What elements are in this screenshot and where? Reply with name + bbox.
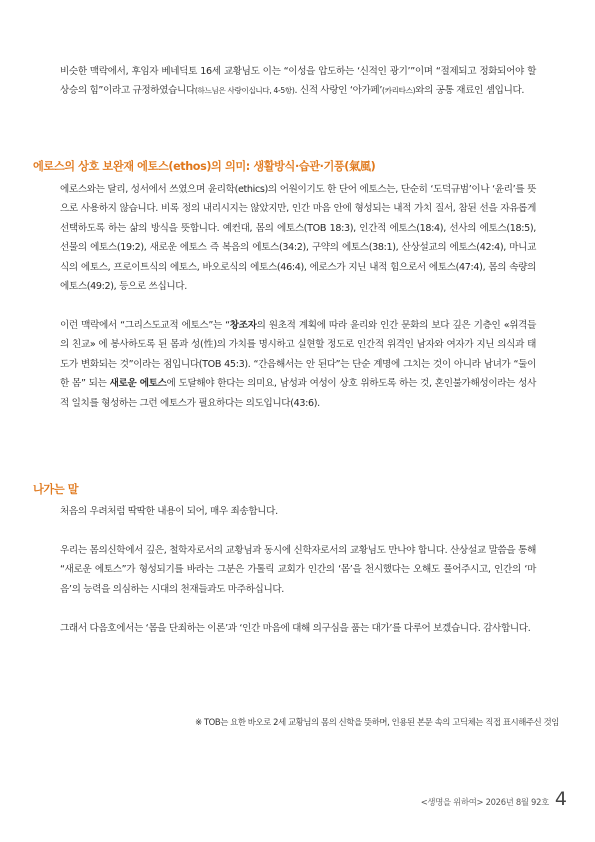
- section-heading-ethos: 에로스의 상호 보완재 에토스(ethos)의 의미: 생활방식·습관·기풍(氣風): [33, 160, 376, 173]
- footnote: ※ TOB는 요한 바오로 2세 교황님의 몸의 신학을 뜻하며, 인용된 본문 속의 고딕체는 직접 표시해주신 것임: [195, 717, 559, 727]
- closing-paragraph-1-text: 처음의 우려처럼 딱딱한 내용이 되어, 매우 죄송합니다.: [60, 506, 278, 517]
- ethos-p2-c: 의 원초적 계획에 따라 윤리와 인간 문화의 보다 깊은 기층인 «위격들의 친교» 에 봉사하도록 된 몸과 성(性)의 가치를 명시하고 실현할 정도로 인간적 위격인 남자와 여자가 지닌 의식과 태도가 변화되는 것”이라는 점입니다(TOB 45:3). “간음해서는 안 된다”는 단순 계명에 그치는 것이 아니라 남녀가 “둘이 한 몸” 되는: [60, 320, 536, 390]
- closing-paragraph-3: [60, 619, 536, 638]
- ethos-p2-bold-new-ethos: 새로운 에토스: [109, 378, 167, 390]
- closing-paragraph-2-text: 우리는 몸의신학에서 깊은, 철학자로서의 교황님과 동시에 신학자로서의 교황님도 만나야 합니다. 산상설교 말씀을 통해 “새로운 에토스”가 형성되기를 바라는 그분은 가톨릭 교회가 인간의 ‘몸’을 천시했다는 오해도 풀어주시고, 인간의 ‘마음’의 능력을 의심하는 시대의 천재들과도 마주하십니다.: [60, 545, 536, 595]
- intro-reference-2: (카리타스): [382, 86, 416, 96]
- intro-text-a: 비슷한 맥락에서, 후임자 베네딕토 16세 교황님도 이는 “이성을 압도하는 ‘신적인 광기’”이며 “절제되고 정화되어야 할 상승의 힘”이라고 규정하였습니다: [60, 66, 536, 97]
- ethos-p2-a: 이런 맥락에서 “그리스도교적 에토스”는 “: [60, 320, 230, 331]
- ethos-paragraph-2: [60, 316, 536, 413]
- intro-reference: (하느님은 사랑이십니다, 4-5항): [194, 86, 295, 96]
- page-number: 4: [554, 788, 567, 810]
- closing-paragraph-2: [60, 541, 536, 599]
- ethos-paragraph-1: [60, 180, 536, 296]
- intro-text-b: . 신적 사랑인 ‘아가페’: [294, 85, 383, 97]
- ethos-paragraph-1-text: 에로스와는 달리, 성서에서 쓰였으며 윤리학(ethics)의 어원이기도 한 단어 에토스는, 단순히 ‘도덕규범’이나 ‘윤리’를 뜻으로 사용하지 않습니다. 비록 정의 내리시지는 않았지만, 인간 마음 안에 형성되는 내적 가치 질서, 참된 선을 자유롭게 선택하도록 하는 삶의 방식을 뜻합니다. 예컨대, 몸의 에토스(TOB 18:3), 인간적 에토스(18:4), 선사의 에토스(18:5), 선물의 에토스(19:2), 새로운 에토스 즉 복음의 에토스(34:2), 구약의 에토스(38:1), 산상설교의 에토스(42:4), 마니교식의 에토스, 프로이트식의 에토스, 바오로식의 에토스(46:4), 에로스가 지닌 내적 힘으로서 에토스(47:4), 몸의 속량의 에토스(49:2), 등으로 쓰십니다.: [60, 184, 536, 293]
- closing-paragraph-1: [60, 502, 536, 521]
- intro-text-c: 와의 공통 재료인 셈입니다.: [415, 85, 525, 97]
- section-heading-closing: 나가는 말: [33, 483, 79, 496]
- intro-paragraph: [60, 62, 536, 101]
- ethos-p2-d: 에 도달해야 한다는 의미요, 남성과 여성이 상호 위하도록 하는 것, 혼인불가해성이라는 성사적 일치를 형성하는 그런 에토스가 필요하다는 의도입니다(43:6).: [60, 378, 537, 409]
- journal-label: <생명을 위하여> 2026년 8월 92호: [420, 797, 549, 807]
- page-footer: [421, 788, 567, 810]
- closing-paragraph-3-text: 그래서 다음호에서는 ‘몸을 단죄하는 이론’과 ‘인간 마음에 대해 의구심을 품는 대가’를 다루어 보겠습니다. 감사합니다.: [60, 623, 531, 634]
- ethos-p2-bold-creator: 창조자: [229, 320, 257, 331]
